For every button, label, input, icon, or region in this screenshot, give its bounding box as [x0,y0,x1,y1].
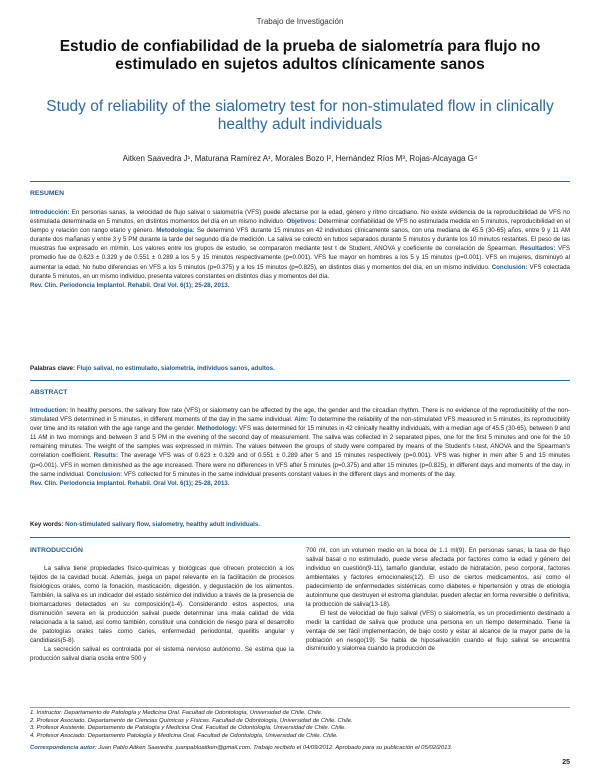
footnote-divider [30,707,570,708]
resumen-intro: En personas sanas, la velocidad de flujo salival o sialometría (VFS) puede afectarse por la edad, género y ritmo circadiano. No existe evidencia de la reproducibilidad de VFS no estimulada determinada en 5 minutos, en distintos momentos del día en un mismo individuo. [30,209,570,226]
keywords-en-label: Key words: [30,521,64,528]
resumen-intro-label: Introducción: [30,209,70,216]
abstract-met: VFS was determined for 15 minutes in 42 clinically healthy individuals, with a median age of 45.5 (30-65), between 9 and 11 AM in two mornings and between 3 and 5 PM in the evening of the second day of measurement. The saliva was collected in 2 separated pipes, one for the first 5 minutes and one for the 10 remaining minutes. The weight of the samples was expressed in ml/min. The values between the groups of study were compared by means of the Student's t-test, ANOVA and the Spearman's correlation coefficient. [30,425,570,460]
resumen-con-label: Conclusión: [491,263,528,271]
abstract-intro-label: Introduction: [30,407,69,414]
resumen-obj: Determinar confiabilidad de VFS no estimulada medida en 5 minutos, reproducibilidad en el tiempo y relación con rango etario y género. [30,218,570,235]
resumen-res-label: Resultados: [519,245,556,253]
resumen-res: VFS promedio fue de 0.623 ± 0.329 y de 0.551 ± 0.289 a los 5 y 15 minutos respectivamente (p=0.001). VFS fue mayor en hombres a los 5 y 15 minutos (p=0.001). VFS en mujeres, disminuyó al aumentar la edad. No hubo diferencias en VFS a los 5 minutos (p=0.375) y a los 15 minutos (p=0.825), en distintos días y momentos del día, en un mismo individuo. [30,245,570,271]
intro-paragraph-1: La saliva tiene propiedades físico-químicas y biológicas que ofrecen protección a los tejidos de la cavidad bucal. Además, juega un papel relevante en la facilitación de procesos fisiológicos orales, como la fonación, masticación, digestión, y degustación de los alimentos. También, la saliva es un indicador del estado sistémico del individuo a través de la presencia de biomarcadores detectados en su composición(1-4). Considerando estos aspectos, una disminución severa en la producción salival puede determinar una mala calidad de vida relacionada a la salud, así como también, constituir una condición de riesgo para el desarrollo de patologías orales tales como caries, enfermedad periodontal, queilitis angular y candidiasis(5-8). [30,565,294,644]
keywords-es-text: Flujo salival, no estimulado, sialometría, individuos sanos, adultos. [75,365,275,372]
divider [30,181,570,182]
resumen-heading: RESUMEN [30,190,64,197]
abstract-met-label: Methodology: [196,425,238,433]
correspondence-text: Juan Pablo Aitken Saavedra. juanpabloaitken@gmail.com. Trabajo recibido el 04/09/2012. Aprobado para su publicación el 05/02/2013. [96,745,453,751]
abstract-con: VFS collected for 5 minutes in the same individual presents constant values in the different days and moments of the day. [122,470,456,478]
authors: Aitken Saavedra J¹, Maturana Ramírez A¹, Morales Bozo I², Hernández Ríos M³, Rojas-Alcayaga G⁴ [122,154,478,163]
intro-paragraph-4: El test de velocidad de flujo salival (VFS) o sialometría, es un procedimiento destinado a medir la cantidad de saliva que produce una persona en un tiempo determinado. Tiene la ventaja de ser fácil implementación, de bajo costo y estar al alcance de la mayor parte de la población en riesgo(19). Se habla de hiposalivación cuando el flujo salival se encuentra disminuido y sialorrea cuando la producción de [306,609,570,653]
resumen-body [30,208,570,290]
divider [30,537,570,538]
correspondence [30,745,570,753]
section-header: Trabajo de Investigación [256,17,344,26]
resumen-obj-label: Objetivos: [286,218,317,226]
resumen-con: VFS colectada durante 5 minutos, en un mismo individuo, presenta valores constantes en distintos días y momentos del día. [30,263,570,280]
abstract-citation: Rev. Clin. Periodoncia Implantol. Rehabil. Oral Vol. 6(1); 25-28, 2013. [30,479,230,487]
resumen-citation: Rev. Clin. Periodoncia Implantol. Rehabil. Oral Vol. 6(1); 25-28, 2013. [30,281,230,289]
intro-paragraph-2: La secreción salival es controlada por el sistema nervioso autónomo. Se estima que la producción salival diaria oscila entre 500 y [30,645,294,662]
abstract-con-label: Conclusion: [86,470,123,478]
abstract-aim: To determine the reliability of the non-stimulated VFS measured in 5 minutes, its reproducibility over time and its relation with the age range and the gender. [30,416,570,433]
divider [30,380,570,381]
abstract-body [30,406,570,488]
column-left [30,565,294,663]
intro-heading: INTRODUCCIÓN [30,547,83,554]
correspondence-label: Correspondencia autor: [30,745,97,751]
resumen-met-label: Metodología: [156,227,195,235]
abstract-heading: ABSTRACT [30,389,68,396]
keywords-es-label: Palabras clave: [30,365,76,372]
abstract-aim-label: Aim: [294,416,309,424]
page-number: 25 [562,759,570,766]
footnote: 4. Profesor Asociado. Departamento Patología y Medicina Oral. Facultad de Odontología, Universidad de Chile. Chile. [30,732,338,739]
keywords-en [30,520,570,529]
title-spanish: Estudio de confiabilidad de la prueba de sialometría para flujo no estimulado en sujetos adultos clínicamente sanos [59,38,541,73]
resumen-met: Se determinó VFS durante 15 minutos en 42 individuos clínicamente sanos, con una mediana de 45.5 (30-65) años, entre 9 y 11 AM durante dos mañanas y entre 3 y 5 PM durante la tarde del segundo día de medición. La saliva se colectó en tubos separados durante 5 minutos y durante los 10 minutos restantes. El peso de las muestras fue expresado en ml/min. Los valores entre los grupos de estudio, se compararon mediante test t de Student, ANOVA y coeficiente de correlación de Spearman. [30,227,570,253]
keywords-en-text: Non-stimulated salivary flow, sialometry, healthy adult individuals. [63,521,261,528]
footnote: 2. Profesor Asociado. Departamento de Ciencias Químicas y Físicas. Facultad de Odontología, Universidad de Chile. Chile. [30,717,353,724]
footnotes [30,710,570,740]
intro-paragraph-3: 700 ml, con un volumen medio en la boca de 1.1 ml(9). En personas sanas, la tasa de flujo salival basal o no estimulado, puede verse afectada por factores como la edad y género del individuo en cuestión(9-11), tamaño glandular, estado de hidratación, peso corporal, factores ambientales y factores emocionales(12). El uso de ciertos medicamentos, así como el padecimiento de enfermedades sistémicas como diabetes e hipertensión y otras de etiología autoinmune que destruyen el estroma glandular, pueden afectar en forma reversible o definitiva, la producción de saliva(13-18). [306,547,570,608]
footnote: 3. Profesor Asistente. Departamento de Patología y Medicina Oral. Facultad de Odontología, Universidad de Chile. Chile. [30,725,347,732]
abstract-res-label: Results: [93,452,119,460]
keywords-es [30,364,570,373]
column-right [306,547,570,654]
abstract-intro: In healthy persons, the salivary flow rate (VFS) or sialometry can be affected by the age, the gender and the circadian rhythm. There is no evidence of the reproducibility of the non-stimulated VFS determined in 5 minutes, in different moments of the day in the same individual. [30,407,570,424]
abstract-res: The average VFS was of 0.623 ± 0.329 and of 0.551 ± 0.289 after 5 and 15 minutes respectively (p=0.001). VFS was higher in men after 5 and 15 minutes (p=0.001). VFS in women diminished as the age increased. There were no differences in VFS after 5 minutes (p=0.375) and after 15 minutes (p=0.825), in different days and moments of the day, in the same individual. [30,452,570,478]
title-english: Study of reliability of the sialometry test for non-stimulated flow in clinically healthy adult individuals [46,98,554,133]
footnote: 1. Instructor. Departamento de Patología y Medicina Oral. Facultad de Odontología, Universidad de Chile. Chile. [30,710,323,716]
